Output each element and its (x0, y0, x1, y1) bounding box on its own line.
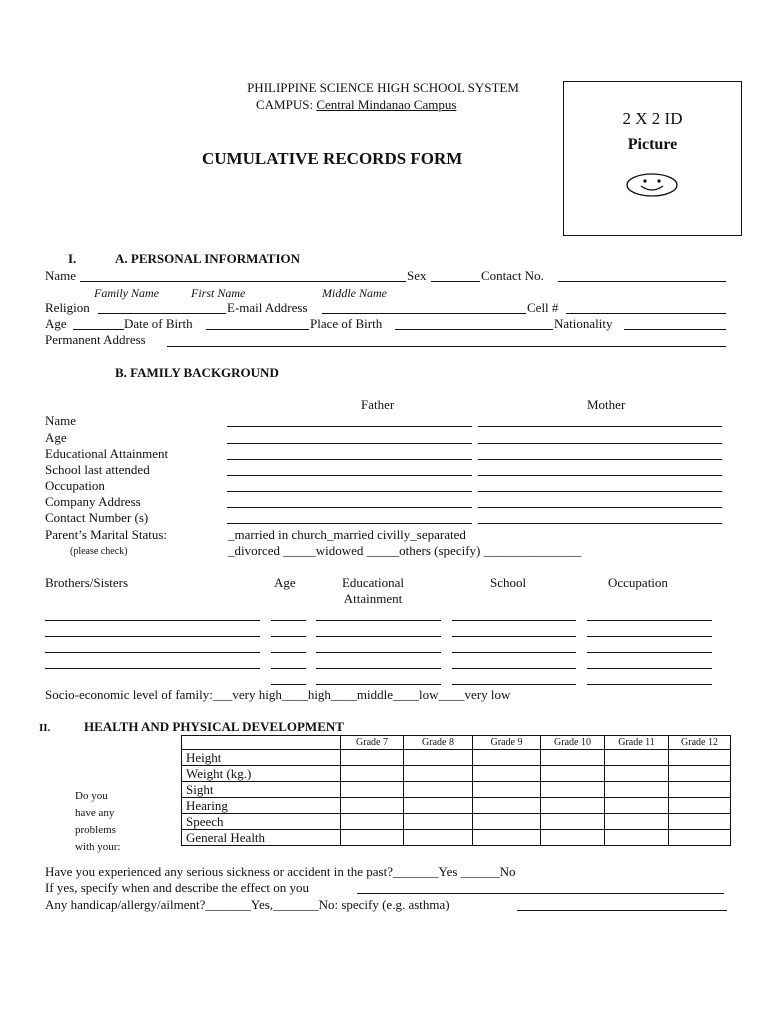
health-entry-cell[interactable] (473, 798, 541, 814)
sibling-education-field[interactable] (316, 620, 441, 621)
siblings-name-header: Brothers/Sisters (45, 575, 129, 590)
problems-label-3: problems (75, 824, 116, 836)
sibling-age-field[interactable] (271, 668, 306, 669)
health-entry-cell[interactable] (341, 798, 404, 814)
family-row-label: School last attended (45, 462, 150, 477)
sibling-age-field[interactable] (271, 620, 306, 621)
sibling-occupation-field[interactable] (587, 652, 712, 653)
health-entry-cell[interactable] (473, 750, 541, 766)
family-name-caption: Family Name (94, 286, 159, 300)
health-entry-cell[interactable] (605, 814, 669, 830)
cell-field[interactable] (566, 313, 726, 314)
health-entry-cell[interactable] (404, 798, 473, 814)
health-entry-cell[interactable] (404, 766, 473, 782)
school-system-name: PHILIPPINE SCIENCE HIGH SCHOOL SYSTEM (247, 80, 519, 95)
sibling-name-field[interactable] (45, 636, 260, 637)
health-entry-cell[interactable] (605, 766, 669, 782)
health-entry-cell[interactable] (605, 798, 669, 814)
health-entry-cell[interactable] (541, 814, 605, 830)
sibling-age-field[interactable] (271, 652, 306, 653)
table-row (182, 750, 731, 766)
age-field[interactable] (73, 329, 124, 330)
health-entry-cell[interactable] (669, 798, 731, 814)
table-row (182, 814, 731, 830)
middle-name-caption: Middle Name (322, 286, 387, 300)
health-entry-cell[interactable] (404, 814, 473, 830)
id-photo-box[interactable] (563, 81, 742, 236)
health-entry-cell[interactable] (341, 782, 404, 798)
handicap-question[interactable]: Any handicap/allergy/ailment?_______Yes,_______No: specify (e.g. asthma) (45, 897, 450, 912)
health-item-label: Weight (kg.) (182, 766, 341, 782)
sibling-name-field[interactable] (45, 668, 260, 669)
first-name-caption: First Name (191, 286, 246, 300)
health-entry-cell[interactable] (541, 798, 605, 814)
health-heading: HEALTH AND PHYSICAL DEVELOPMENT (84, 719, 344, 734)
siblings-school-header: School (490, 575, 527, 590)
father-field[interactable] (227, 491, 472, 492)
sibling-education-field[interactable] (316, 668, 441, 669)
form-title: CUMULATIVE RECORDS FORM (202, 149, 463, 168)
health-entry-cell[interactable] (541, 750, 605, 766)
sibling-name-field[interactable] (45, 652, 260, 653)
sickness-question[interactable]: Have you experienced any serious sickness or accident in the past?_______Yes ______No (45, 864, 516, 879)
email-field[interactable] (322, 313, 526, 314)
mother-field[interactable] (478, 459, 722, 460)
health-entry-cell[interactable] (341, 750, 404, 766)
contact-field[interactable] (558, 281, 726, 282)
dob-field[interactable] (206, 329, 309, 330)
health-entry-cell[interactable] (669, 830, 731, 846)
family-row-label: Age (45, 430, 67, 445)
health-item-label: General Health (182, 830, 341, 846)
sibling-school-field[interactable] (452, 668, 576, 669)
sibling-education-field[interactable] (316, 636, 441, 637)
sibling-education-field[interactable] (316, 684, 441, 685)
health-item-label: Height (182, 750, 341, 766)
mother-field[interactable] (478, 507, 722, 508)
family-row-label: Name (45, 413, 77, 428)
health-entry-cell[interactable] (404, 830, 473, 846)
health-entry-cell[interactable] (541, 830, 605, 846)
table-row (182, 798, 731, 814)
table-row (182, 766, 731, 782)
sibling-age-field[interactable] (271, 684, 306, 685)
campus-line (256, 98, 456, 112)
health-entry-cell[interactable] (404, 782, 473, 798)
religion-field[interactable] (98, 313, 226, 314)
problems-label-4: with your: (75, 841, 121, 853)
mother-field[interactable] (478, 491, 722, 492)
health-item-label: Sight (182, 782, 341, 798)
address-field[interactable] (167, 346, 726, 347)
family-row-label: Company Address (45, 494, 141, 509)
mother-field[interactable] (478, 475, 722, 476)
grade-column-header: Grade 8 (404, 736, 473, 750)
nationality-label: Nationality (554, 316, 613, 331)
photo-size-label: 2 X 2 ID (622, 109, 683, 128)
health-entry-cell[interactable] (341, 814, 404, 830)
health-entry-cell[interactable] (669, 750, 731, 766)
health-entry-cell[interactable] (669, 814, 731, 830)
sibling-school-field[interactable] (452, 620, 576, 621)
siblings-occupation-header: Occupation (608, 575, 668, 590)
sickness-details-label: If yes, specify when and describe the effect on you (45, 880, 309, 895)
family-row-label: Educational Attainment (45, 446, 169, 461)
sibling-education-field[interactable] (316, 652, 441, 653)
mother-field[interactable] (478, 523, 722, 524)
problems-label-1: Do you (75, 790, 108, 802)
sex-field[interactable] (431, 281, 480, 282)
mother-field[interactable] (478, 426, 722, 427)
age-label: Age (45, 316, 67, 331)
pob-field[interactable] (395, 329, 553, 330)
family-background-heading: B. FAMILY BACKGROUND (115, 365, 279, 380)
health-table (181, 735, 731, 846)
health-entry-cell[interactable] (473, 766, 541, 782)
siblings-education-header-2: Attainment (343, 591, 403, 606)
siblings-education-header-1: Educational (341, 575, 405, 590)
family-row-label: Contact Number (s) (45, 510, 149, 525)
nationality-field[interactable] (624, 329, 726, 330)
health-entry-cell[interactable] (605, 750, 669, 766)
cell-label: Cell # (527, 300, 559, 315)
sibling-occupation-field[interactable] (587, 636, 712, 637)
health-entry-cell[interactable] (404, 750, 473, 766)
pob-label: Place of Birth (310, 316, 383, 331)
sibling-age-field[interactable] (271, 636, 306, 637)
father-field[interactable] (227, 459, 472, 460)
grade-column-header: Grade 12 (669, 736, 731, 750)
mother-field[interactable] (478, 443, 722, 444)
health-entry-cell[interactable] (341, 830, 404, 846)
sibling-occupation-field[interactable] (587, 620, 712, 621)
campus-value: Central Mindanao Campus (316, 97, 457, 112)
address-label: Permanent Address (45, 332, 146, 347)
name-label: Name (45, 268, 77, 283)
health-item-label: Speech (182, 814, 341, 830)
health-entry-cell[interactable] (669, 766, 731, 782)
health-entry-cell[interactable] (605, 782, 669, 798)
health-item-label: Hearing (182, 798, 341, 814)
grade-column-header: Grade 10 (541, 736, 605, 750)
section-numeral-2: II. (39, 722, 51, 734)
sibling-school-field[interactable] (452, 636, 576, 637)
sibling-school-field[interactable] (452, 652, 576, 653)
campus-label: CAMPUS: (256, 97, 314, 112)
sibling-occupation-field[interactable] (587, 684, 712, 685)
sibling-school-field[interactable] (452, 684, 576, 685)
marital-options-line1[interactable]: _married in church_married civilly_separated (228, 527, 466, 542)
father-field[interactable] (227, 426, 472, 427)
problems-label-2: have any (75, 807, 115, 819)
father-field[interactable] (227, 507, 472, 508)
father-field[interactable] (227, 475, 472, 476)
handicap-details-field[interactable] (517, 910, 727, 911)
personal-info-heading: A. PERSONAL INFORMATION (115, 251, 301, 266)
section-numeral-1: I. (68, 251, 77, 266)
health-entry-cell[interactable] (669, 782, 731, 798)
health-entry-cell[interactable] (541, 766, 605, 782)
dob-label: Date of Birth (124, 316, 193, 331)
grade-column-header: Grade 9 (473, 736, 541, 750)
name-field[interactable] (80, 281, 406, 282)
marital-options-line2[interactable]: _divorced _____widowed _____others (specify) _______________ (228, 543, 582, 558)
health-entry-cell[interactable] (473, 814, 541, 830)
table-corner-cell (182, 736, 341, 750)
table-row (182, 782, 731, 798)
please-check-note: (please check) (70, 546, 128, 557)
socio-economic-line[interactable]: Socio-economic level of family:___very high____high____middle____low____very low (45, 687, 511, 702)
sibling-name-field[interactable] (45, 620, 260, 621)
photo-picture-label: Picture (627, 136, 678, 153)
father-field[interactable] (227, 443, 472, 444)
grade-column-header: Grade 7 (341, 736, 404, 750)
siblings-age-header: Age (274, 575, 296, 590)
smiley-face-icon (625, 172, 679, 198)
health-entry-cell[interactable] (541, 782, 605, 798)
sibling-occupation-field[interactable] (587, 668, 712, 669)
health-entry-cell[interactable] (341, 766, 404, 782)
contact-label: Contact No. (481, 268, 544, 283)
marital-status-label: Parent’s Marital Status: (45, 527, 168, 542)
sickness-details-field[interactable] (357, 893, 724, 894)
father-field[interactable] (227, 523, 472, 524)
sex-label: Sex (407, 268, 427, 283)
grade-column-header: Grade 11 (605, 736, 669, 750)
family-row-label: Occupation (45, 478, 105, 493)
mother-column-header: Mother (587, 397, 626, 412)
health-entry-cell[interactable] (605, 830, 669, 846)
table-row (182, 830, 731, 846)
health-entry-cell[interactable] (473, 782, 541, 798)
father-column-header: Father (361, 397, 395, 412)
health-entry-cell[interactable] (473, 830, 541, 846)
religion-label: Religion (45, 300, 90, 315)
email-label: E-mail Address (227, 300, 308, 315)
